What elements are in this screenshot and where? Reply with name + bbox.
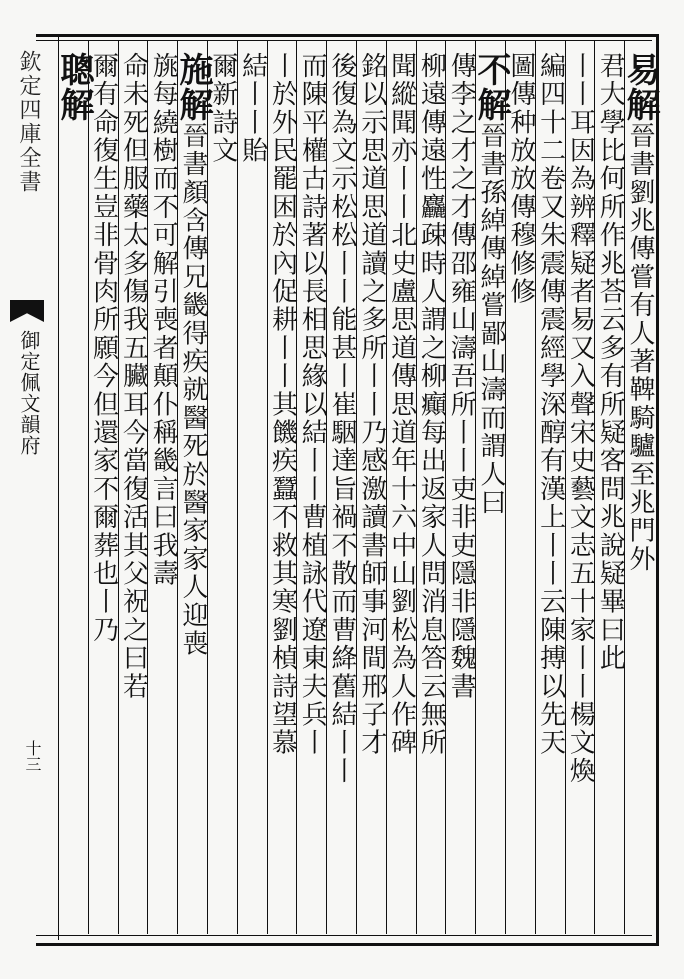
text-column	[565, 40, 595, 934]
text-column	[356, 40, 386, 934]
column-text: 銘以示思道思道讀之多所丨丨乃感激讀書師事河間邢子才	[356, 52, 387, 757]
column-text: 丨於外民罷困於內促耕丨丨其饑疾蠶不救其寒劉楨詩望慕	[267, 52, 298, 757]
margin-book-title: 御定佩文韻府	[17, 330, 41, 456]
headword: 不解	[471, 52, 512, 122]
column-text: 聞縱聞亦丨丨北史盧思道傳思道年十六中山劉松為人作碑	[386, 52, 417, 757]
column-text: 結丨丨貽	[237, 52, 268, 165]
margin-header: 欽定四庫全書	[16, 50, 41, 194]
text-column	[173, 40, 214, 934]
column-text: 後復為文示松松丨丨能甚丨崔駰達旨禍不散而曹絳舊結丨丨	[327, 52, 358, 786]
text-column	[594, 40, 624, 934]
text-column	[296, 40, 326, 934]
text-column	[88, 40, 118, 934]
column-text: 圖傳种放放傳穆修修	[505, 52, 536, 306]
text-column	[416, 40, 446, 934]
text-column	[147, 40, 177, 934]
column-text: 而陳平權古詩著以長相思緣以結丨丨曹植詠代遼東夫兵丨	[297, 52, 328, 757]
column-text: 編四十二卷又朱震傳震經學深醇有漢上丨丨云陳搏以先天	[535, 52, 566, 757]
text-column	[267, 40, 297, 934]
text-column	[505, 40, 535, 934]
headword: 施解	[173, 52, 214, 122]
column-text: 晉書孫綽傳綽嘗鄙山濤而謂人曰	[476, 122, 507, 517]
column-text: 命未死但服藥太多傷我五臟耳今當復活其父祝之曰若	[118, 52, 149, 701]
text-column	[620, 40, 660, 934]
column-text: 君大學比何所作兆荅云多有所疑客問兆說疑畢曰此	[595, 52, 626, 673]
page-number: 十三	[23, 740, 42, 772]
text-column	[471, 40, 512, 934]
headword: 易解	[620, 52, 660, 122]
column-text: 丨丨耳因為辨釋疑者易又入聲宋史藝文志五十家丨丨楊文煥	[565, 52, 596, 786]
column-text: 爾新詩文	[207, 52, 238, 165]
text-column	[535, 40, 565, 934]
column-text: 晉書顏含傳兄畿得疾就醫死於醫家家人迎喪	[178, 122, 209, 658]
text-column	[118, 40, 148, 934]
text-column	[207, 40, 237, 934]
text-column	[386, 40, 416, 934]
column-text: 傳李之才之才傳邵雍山濤吾所丨丨吏非吏隱非隱魏書	[446, 52, 477, 701]
text-column	[445, 40, 475, 934]
column-text: 爾有命復生豈非骨肉所願今但還家不爾葬也丨乃	[88, 52, 119, 645]
headword: 聰解	[53, 52, 94, 122]
text-column	[326, 40, 356, 934]
text-column	[237, 40, 267, 934]
column-text: 旐每繞樹而不可解引喪者顛仆稱畿言曰我壽	[148, 52, 179, 588]
column-text: 晉書劉兆傳嘗有人著鞞騎驢至兆門外	[625, 122, 655, 574]
text-columns	[53, 40, 660, 934]
column-text: 柳遠傳遠性麤疎時人謂之柳癲每出返家人問消息答云無所	[416, 52, 447, 757]
text-column	[53, 40, 94, 934]
